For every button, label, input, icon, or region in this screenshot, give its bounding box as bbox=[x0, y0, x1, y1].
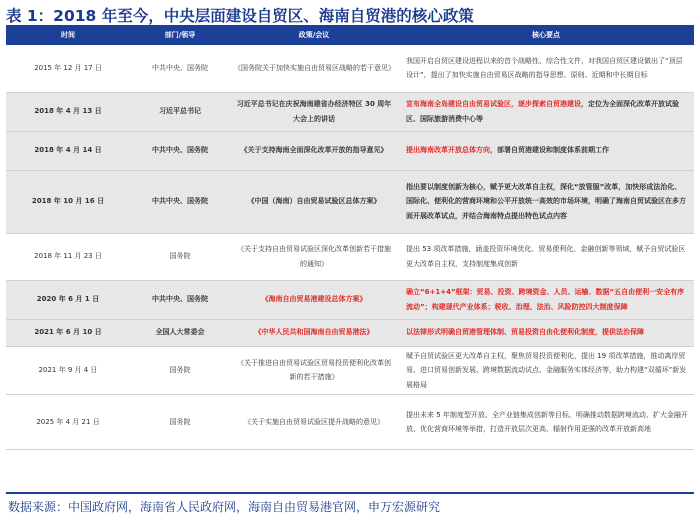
point-segment: 我国开启自贸区建设进程以来的首个战略性、综合性文件，对我国自贸区建设做出了“顶层设计”，提出了加快实施自由贸易区战略的指导思想、原则、近期和中长期目标 bbox=[406, 56, 683, 80]
table-row bbox=[6, 45, 694, 92]
table-row bbox=[6, 170, 694, 233]
point-segment: ，部署自贸港建设和制度体系前期工作 bbox=[490, 146, 609, 155]
point-segment: ，定位为全面深化改革开放试验区、国际旅游消费中心等 bbox=[406, 100, 679, 123]
header-point: 核心要点 bbox=[398, 25, 694, 45]
point-segment: 宣布海南全岛建设自由贸易试验区，逐步探索自贸港建设 bbox=[406, 100, 581, 108]
cell-point bbox=[398, 346, 694, 395]
cell-policy: 《关于支持海南全面深化改革开放的指导意见》 bbox=[230, 131, 398, 170]
bottom-rule bbox=[6, 492, 694, 494]
header-date: 时间 bbox=[6, 25, 130, 45]
point-segment: 提出 53 项改革措施，涵盖投资环境优化、贸易便利化、金融创新等领域，赋予自贸试验区更大改革自主权，支持制度集成创新 bbox=[406, 245, 686, 268]
point-segment: 提出未来 5 年制度型开放、全产业链集成创新等目标，明确推动数据跨境流动、扩大金融开放、优化营商环境等举措，打造开放层次更高、辐射作用更强的改革开放新高地 bbox=[406, 410, 688, 433]
table-title: 表 1：2018 年至今，中央层面建设自贸区、海南自贸港的核心政策 bbox=[6, 7, 474, 25]
source-note: 数据来源：中国政府网，海南省人民政府网，海南自由贸易港官网，申万宏源研究 bbox=[8, 500, 441, 514]
cell-dept: 全国人大常委会 bbox=[130, 319, 230, 346]
policy-table bbox=[6, 25, 694, 450]
table-row bbox=[6, 131, 694, 170]
cell-date: 2021 年 9 月 4 日 bbox=[6, 346, 130, 395]
cell-policy: 《关于实施自由贸易试验区提升战略的意见》 bbox=[230, 395, 398, 450]
cell-dept: 国务院 bbox=[130, 346, 230, 395]
point-segment: 提出海南改革开放总体方向 bbox=[406, 146, 490, 155]
cell-date: 2025 年 4 月 21 日 bbox=[6, 395, 130, 450]
cell-point bbox=[398, 45, 694, 92]
point-segment: 以法律形式明确自贸港管理体制、贸易投资自由化便利化制度，提供法治保障 bbox=[406, 328, 644, 337]
table-body bbox=[6, 45, 694, 450]
cell-point bbox=[398, 280, 694, 319]
cell-policy: 《海南自由贸易港建设总体方案》 bbox=[230, 280, 398, 319]
cell-dept: 国务院 bbox=[130, 395, 230, 450]
table-row bbox=[6, 395, 694, 450]
cell-policy: 《中华人民共和国海南自由贸易港法》 bbox=[230, 319, 398, 346]
cell-date: 2015 年 12 月 17 日 bbox=[6, 45, 130, 92]
table-row bbox=[6, 280, 694, 319]
point-segment: 确立“6+1+4”框架：贸易、投资、跨境资金、人员、运输、数据“五自由便利一安全有序流动”；构建现代产业体系；税收、治理、法治、风险防控四大制度保障 bbox=[406, 288, 685, 311]
cell-date: 2018 年 4 月 14 日 bbox=[6, 131, 130, 170]
cell-point bbox=[398, 233, 694, 280]
table-row bbox=[6, 233, 694, 280]
cell-dept: 习近平总书记 bbox=[130, 92, 230, 131]
header-dept: 部门/领导 bbox=[130, 25, 230, 45]
cell-dept: 中共中央、国务院 bbox=[130, 280, 230, 319]
cell-policy: 《中国（海南）自由贸易试验区总体方案》 bbox=[230, 170, 398, 233]
table-row bbox=[6, 92, 694, 131]
cell-policy: 《国务院关于加快实施自由贸易区战略的若干意见》 bbox=[230, 45, 398, 92]
cell-point bbox=[398, 395, 694, 450]
table-row bbox=[6, 346, 694, 395]
point-segment: 指出要以制度创新为核心，赋予更大改革自主权，深化“放管服”改革，加快形成法治化、国际化、便利化的营商环境和公平开放统一高效的市场环境，明确了海南自贸试验区在多方面开展改革试点，并结合海南特点提出特色试点内容 bbox=[406, 182, 686, 220]
cell-point bbox=[398, 92, 694, 131]
cell-dept: 中共中央、国务院 bbox=[130, 131, 230, 170]
cell-policy: 《关于推进自由贸易试验区贸易投资便利化改革创新的若干措施》 bbox=[230, 346, 398, 395]
header-policy: 政策/会议 bbox=[230, 25, 398, 45]
cell-date: 2018 年 4 月 13 日 bbox=[6, 92, 130, 131]
cell-date: 2018 年 10 月 16 日 bbox=[6, 170, 130, 233]
cell-policy: 习近平总书记在庆祝海南建省办经济特区 30 周年大会上的讲话 bbox=[230, 92, 398, 131]
cell-point bbox=[398, 319, 694, 346]
cell-dept: 中共中央、国务院 bbox=[130, 45, 230, 92]
cell-date: 2020 年 6 月 1 日 bbox=[6, 280, 130, 319]
cell-dept: 国务院 bbox=[130, 233, 230, 280]
point-segment: 赋予自贸试验区更大改革自主权，聚焦贸易投资便利化，提出 19 项改革措施，推动离岸贸易、进口贸易创新发展、跨境数据流动试点、金融服务实体经济等，助力构建“双循环”新发展格局 bbox=[406, 351, 687, 389]
table-row bbox=[6, 319, 694, 346]
table-header-row bbox=[6, 25, 694, 45]
cell-date: 2018 年 11 月 23 日 bbox=[6, 233, 130, 280]
cell-date: 2021 年 6 月 10 日 bbox=[6, 319, 130, 346]
cell-policy: 《关于支持自由贸易试验区深化改革创新若干措施的通知》 bbox=[230, 233, 398, 280]
cell-point bbox=[398, 131, 694, 170]
cell-point bbox=[398, 170, 694, 233]
cell-dept: 中共中央、国务院 bbox=[130, 170, 230, 233]
